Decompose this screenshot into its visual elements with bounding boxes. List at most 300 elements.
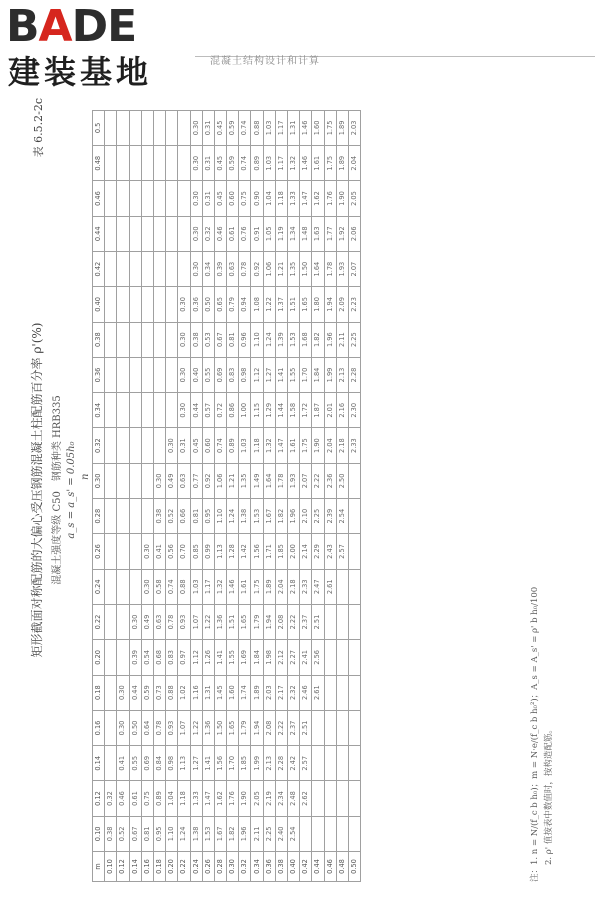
ratio-cell [141, 287, 153, 322]
logo-accent-letter: A [38, 1, 72, 52]
n-header-cell: 0.30 [93, 463, 105, 498]
ratio-cell: 0.61 [227, 216, 239, 251]
ratio-cell: 1.22 [263, 287, 275, 322]
ratio-cell [348, 463, 360, 498]
ratio-cell [105, 393, 117, 428]
table-header-row [93, 110, 105, 881]
ratio-cell: 0.56 [166, 534, 178, 569]
ratio-cell [153, 428, 165, 463]
ratio-cell: 2.36 [324, 463, 336, 498]
ratio-cell: 0.88 [166, 675, 178, 710]
ratio-cell: 0.36 [190, 287, 202, 322]
ratio-cell: 0.49 [141, 604, 153, 639]
ratio-cell: 2.23 [348, 287, 360, 322]
ratio-cell [129, 463, 141, 498]
ratio-cell: 1.61 [239, 569, 251, 604]
ratio-cell: 1.55 [227, 640, 239, 675]
ratio-cell: 0.59 [227, 146, 239, 181]
ratio-cell: 2.13 [263, 746, 275, 781]
ratio-cell [348, 569, 360, 604]
ratio-cell [105, 675, 117, 710]
ratio-cell: 0.66 [178, 499, 190, 534]
ratio-cell: 0.38 [190, 322, 202, 357]
ratio-cell: 0.38 [105, 816, 117, 851]
ratio-cell: 0.75 [141, 781, 153, 816]
ratio-cell [166, 216, 178, 251]
m-row-header: 0.26 [202, 852, 214, 882]
ratio-cell: 1.13 [214, 534, 226, 569]
ratio-cell: 0.46 [214, 216, 226, 251]
ratio-cell: 0.30 [190, 216, 202, 251]
ratio-cell: 0.30 [141, 569, 153, 604]
ratio-cell [105, 710, 117, 745]
ratio-cell: 1.29 [263, 393, 275, 428]
ratio-cell: 1.79 [251, 604, 263, 639]
ratio-cell: 0.76 [239, 216, 251, 251]
ratio-cell: 0.85 [190, 534, 202, 569]
ratio-cell: 1.47 [202, 781, 214, 816]
ratio-cell: 1.45 [214, 675, 226, 710]
ratio-cell: 0.49 [166, 463, 178, 498]
ratio-cell [300, 816, 312, 851]
ratio-cell: 0.74 [166, 569, 178, 604]
ratio-cell [312, 816, 324, 851]
ratio-cell: 1.99 [324, 357, 336, 392]
ratio-cell: 0.50 [129, 710, 141, 745]
ratio-cell [129, 428, 141, 463]
n-header-cell: 0.28 [93, 499, 105, 534]
ratio-cell: 1.75 [300, 428, 312, 463]
ratio-cell [117, 322, 129, 357]
ratio-cell: 1.85 [275, 534, 287, 569]
ratio-cell: 1.51 [288, 287, 300, 322]
ratio-cell [117, 251, 129, 286]
ratio-cell: 2.30 [348, 393, 360, 428]
ratio-cell [117, 357, 129, 392]
ratio-cell: 1.42 [239, 534, 251, 569]
ratio-cell: 1.85 [239, 746, 251, 781]
ratio-cell: 2.51 [300, 710, 312, 745]
ratio-cell: 2.37 [300, 604, 312, 639]
ratio-cell: 1.75 [324, 110, 336, 145]
ratio-cell: 0.60 [202, 428, 214, 463]
ratio-cell: 2.57 [336, 534, 348, 569]
ratio-cell: 2.22 [312, 463, 324, 498]
ratio-cell: 0.73 [153, 675, 165, 710]
ratio-cell: 1.98 [263, 640, 275, 675]
n-header-cell: 0.48 [93, 146, 105, 181]
ratio-cell [153, 357, 165, 392]
ratio-cell: 2.14 [300, 534, 312, 569]
ratio-cell: 0.69 [214, 357, 226, 392]
ratio-cell: 0.92 [251, 251, 263, 286]
ratio-cell [336, 746, 348, 781]
ratio-cell: 1.10 [214, 499, 226, 534]
ratio-cell [117, 534, 129, 569]
ratio-cell: 2.08 [275, 604, 287, 639]
ratio-cell: 2.19 [263, 781, 275, 816]
ratio-cell: 0.89 [251, 146, 263, 181]
ratio-cell: 0.77 [190, 463, 202, 498]
ratio-cell [105, 110, 117, 145]
ratio-cell: 1.07 [190, 604, 202, 639]
ratio-cell: 1.72 [300, 393, 312, 428]
m-row-header: 0.10 [105, 852, 117, 882]
ratio-cell: 2.00 [288, 534, 300, 569]
ratio-cell: 2.28 [348, 357, 360, 392]
ratio-cell: 1.75 [251, 569, 263, 604]
table-row [239, 110, 251, 881]
ratio-cell: 1.18 [251, 428, 263, 463]
ratio-cell: 2.62 [300, 781, 312, 816]
ratio-cell [117, 463, 129, 498]
ratio-cell: 1.17 [275, 110, 287, 145]
ratio-cell: 0.74 [214, 428, 226, 463]
ratio-cell [324, 746, 336, 781]
ratio-cell: 1.65 [227, 710, 239, 745]
ratio-cell [336, 710, 348, 745]
ratio-cell: 2.22 [275, 710, 287, 745]
ratio-cell: 1.87 [312, 393, 324, 428]
ratio-cell: 1.22 [202, 604, 214, 639]
ratio-cell [129, 534, 141, 569]
ratio-cell: 2.06 [348, 216, 360, 251]
ratio-cell [117, 287, 129, 322]
ratio-cell: 1.41 [275, 357, 287, 392]
ratio-cell: 1.75 [324, 146, 336, 181]
ratio-cell: 0.30 [190, 110, 202, 145]
ratio-cell: 0.52 [166, 499, 178, 534]
ratio-cell [336, 604, 348, 639]
ratio-cell [105, 534, 117, 569]
ratio-cell: 0.30 [166, 428, 178, 463]
note-line: 注：1. n = N/(f_c b h₀)；m = N·e/(f_c b h₀²)；A_s = A_s' = ρ' b h₀/100 [530, 586, 540, 882]
ratio-cell [117, 499, 129, 534]
ratio-cell [178, 110, 190, 145]
ratio-cell [105, 216, 117, 251]
ratio-cell: 1.61 [288, 428, 300, 463]
ratio-cell: 0.39 [214, 251, 226, 286]
table-row [117, 110, 129, 881]
ratio-cell: 1.62 [312, 181, 324, 216]
ratio-cell [129, 322, 141, 357]
ratio-cell [117, 604, 129, 639]
ratio-cell: 0.89 [227, 428, 239, 463]
ratio-cell: 0.40 [190, 357, 202, 392]
ratio-cell: 2.39 [324, 499, 336, 534]
ratio-cell: 0.93 [166, 710, 178, 745]
ratio-cell: 2.25 [312, 499, 324, 534]
ratio-cell [178, 216, 190, 251]
ratio-cell: 1.12 [251, 357, 263, 392]
ratio-cell: 1.96 [239, 816, 251, 851]
ratio-cell: 1.34 [288, 216, 300, 251]
n-header-cell: 0.10 [93, 816, 105, 851]
ratio-cell: 0.55 [129, 746, 141, 781]
ratio-cell [166, 251, 178, 286]
logo-cjk-wordmark: 建装基地 [8, 53, 153, 91]
ratio-cell: 1.32 [263, 428, 275, 463]
ratio-cell: 0.81 [141, 816, 153, 851]
ratio-cell [178, 146, 190, 181]
ratio-cell [324, 675, 336, 710]
ratio-cell: 1.92 [336, 216, 348, 251]
ratio-cell: 0.88 [178, 569, 190, 604]
table-row [336, 110, 348, 881]
ratio-cell [178, 181, 190, 216]
ratio-cell: 1.78 [275, 463, 287, 498]
m-row-header: 0.40 [288, 852, 300, 882]
ratio-cell: 2.47 [312, 569, 324, 604]
ratio-cell: 1.32 [214, 569, 226, 604]
ratio-cell: 0.64 [141, 710, 153, 745]
rotated-table-page [20, 90, 580, 890]
table-row [190, 110, 202, 881]
ratio-cell: 0.68 [153, 640, 165, 675]
table-row [141, 110, 153, 881]
ratio-cell: 0.39 [129, 640, 141, 675]
ratio-cell: 1.51 [227, 604, 239, 639]
n-header-cell: 0.40 [93, 287, 105, 322]
ratio-cell: 2.11 [336, 322, 348, 357]
running-header: 混凝土结构设计和计算 [210, 56, 320, 67]
ratio-cell [141, 463, 153, 498]
ratio-cell [153, 181, 165, 216]
ratio-cell: 1.67 [263, 499, 275, 534]
ratio-cell: 0.89 [153, 781, 165, 816]
ratio-cell [105, 181, 117, 216]
ratio-cell [336, 781, 348, 816]
ratio-cell [141, 216, 153, 251]
cover-ratio-line: a_s = a_s' = 0.05h₀ [66, 441, 77, 539]
ratio-cell [105, 287, 117, 322]
ratio-cell: 1.28 [227, 534, 239, 569]
ratio-cell: 0.97 [178, 640, 190, 675]
ratio-cell: 0.90 [251, 181, 263, 216]
ratio-cell: 1.94 [263, 604, 275, 639]
ratio-cell: 1.03 [190, 569, 202, 604]
ratio-cell: 1.31 [202, 675, 214, 710]
ratio-cell: 2.07 [348, 251, 360, 286]
ratio-cell [312, 746, 324, 781]
ratio-cell: 2.11 [251, 816, 263, 851]
ratio-cell: 0.30 [129, 604, 141, 639]
n-header-cell: 0.12 [93, 781, 105, 816]
ratio-cell [105, 463, 117, 498]
ratio-cell: 1.03 [263, 146, 275, 181]
ratio-cell [117, 428, 129, 463]
ratio-cell: 1.79 [239, 710, 251, 745]
ratio-cell: 1.26 [202, 640, 214, 675]
table-number: 表 6.5.2-2c [32, 98, 45, 158]
ratio-cell [129, 357, 141, 392]
ratio-cell [153, 146, 165, 181]
ratio-cell: 0.75 [239, 181, 251, 216]
table-row [202, 110, 214, 881]
ratio-cell: 1.64 [312, 251, 324, 286]
m-row-header: 0.28 [214, 852, 226, 882]
ratio-cell [117, 216, 129, 251]
ratio-cell: 1.84 [251, 640, 263, 675]
ratio-cell [129, 110, 141, 145]
ratio-cell [141, 393, 153, 428]
ratio-cell: 1.33 [190, 781, 202, 816]
ratio-cell [105, 146, 117, 181]
m-row-header: 0.42 [300, 852, 312, 882]
ratio-cell: 1.33 [288, 181, 300, 216]
ratio-cell [348, 604, 360, 639]
ratio-cell [105, 569, 117, 604]
ratio-cell [312, 781, 324, 816]
ratio-cell: 1.80 [312, 287, 324, 322]
m-row-header: 0.50 [348, 852, 360, 882]
ratio-cell: 2.61 [312, 675, 324, 710]
ratio-cell: 0.31 [178, 428, 190, 463]
ratio-cell: 1.36 [214, 604, 226, 639]
ratio-cell: 1.53 [288, 322, 300, 357]
ratio-cell: 0.32 [105, 781, 117, 816]
ratio-cell: 1.50 [214, 710, 226, 745]
n-header-cell: 0.22 [93, 604, 105, 639]
ratio-cell: 1.46 [227, 569, 239, 604]
table-row [324, 110, 336, 881]
ratio-cell: 1.05 [263, 216, 275, 251]
ratio-cell: 2.03 [348, 110, 360, 145]
ratio-cell: 2.10 [300, 499, 312, 534]
ratio-cell [348, 781, 360, 816]
ratio-cell [348, 816, 360, 851]
ratio-cell: 0.45 [214, 181, 226, 216]
ratio-cell: 0.50 [202, 287, 214, 322]
reinforcement-ratio-table [92, 110, 361, 882]
ratio-cell: 1.94 [251, 710, 263, 745]
ratio-cell: 0.96 [239, 322, 251, 357]
ratio-cell [348, 640, 360, 675]
ratio-cell: 0.94 [239, 287, 251, 322]
ratio-cell [336, 640, 348, 675]
n-header-cell: 0.42 [93, 251, 105, 286]
ratio-cell: 1.65 [239, 604, 251, 639]
table-row [178, 110, 190, 881]
table-row [288, 110, 300, 881]
ratio-cell: 0.30 [190, 251, 202, 286]
ratio-cell [117, 146, 129, 181]
ratio-cell: 1.49 [251, 463, 263, 498]
ratio-cell: 1.93 [336, 251, 348, 286]
ratio-cell: 1.77 [324, 216, 336, 251]
ratio-cell: 1.46 [300, 110, 312, 145]
ratio-cell: 2.04 [275, 569, 287, 604]
ratio-cell: 1.08 [251, 287, 263, 322]
ratio-cell: 1.44 [275, 393, 287, 428]
ratio-cell: 0.88 [251, 110, 263, 145]
ratio-cell: 1.96 [324, 322, 336, 357]
ratio-cell: 1.62 [214, 781, 226, 816]
ratio-cell [129, 146, 141, 181]
ratio-cell: 2.41 [300, 640, 312, 675]
ratio-cell [117, 393, 129, 428]
ratio-cell [129, 569, 141, 604]
ratio-cell [153, 110, 165, 145]
table-row [275, 110, 287, 881]
ratio-cell: 2.13 [336, 357, 348, 392]
ratio-cell: 1.60 [312, 110, 324, 145]
ratio-cell [324, 604, 336, 639]
ratio-cell [129, 393, 141, 428]
ratio-cell: 0.60 [227, 181, 239, 216]
ratio-cell: 1.35 [288, 251, 300, 286]
ratio-cell: 0.46 [117, 781, 129, 816]
ratio-cell: 0.74 [239, 146, 251, 181]
ratio-cell: 1.56 [214, 746, 226, 781]
ratio-cell [178, 251, 190, 286]
ratio-cell: 1.12 [190, 640, 202, 675]
ratio-cell: 1.71 [263, 534, 275, 569]
m-row-header: 0.32 [239, 852, 251, 882]
ratio-cell: 1.18 [178, 781, 190, 816]
ratio-cell: 0.30 [117, 675, 129, 710]
logo [6, 1, 176, 94]
ratio-cell: 2.34 [275, 781, 287, 816]
ratio-cell: 2.25 [263, 816, 275, 851]
ratio-cell: 1.41 [202, 746, 214, 781]
ratio-cell: 1.74 [239, 675, 251, 710]
ratio-cell [141, 110, 153, 145]
ratio-cell [105, 604, 117, 639]
ratio-cell: 1.03 [263, 110, 275, 145]
ratio-cell: 0.45 [214, 110, 226, 145]
ratio-cell: 0.57 [202, 393, 214, 428]
ratio-cell: 2.43 [324, 534, 336, 569]
ratio-cell: 1.90 [312, 428, 324, 463]
ratio-cell: 1.93 [288, 463, 300, 498]
ratio-cell: 1.10 [251, 322, 263, 357]
m-row-header: 0.24 [190, 852, 202, 882]
table-row [348, 110, 360, 881]
ratio-cell: 0.31 [202, 110, 214, 145]
ratio-cell: 1.38 [190, 816, 202, 851]
ratio-cell: 0.61 [129, 781, 141, 816]
m-row-header: 0.22 [178, 852, 190, 882]
n-header-cell: 0.32 [93, 428, 105, 463]
m-row-header: 0.46 [324, 852, 336, 882]
table-notes [528, 587, 556, 882]
ratio-cell: 2.28 [275, 746, 287, 781]
ratio-cell: 2.61 [324, 569, 336, 604]
ratio-cell: 1.06 [263, 251, 275, 286]
ratio-cell: 1.22 [190, 710, 202, 745]
ratio-cell: 1.21 [227, 463, 239, 498]
m-row-header: 0.34 [251, 852, 263, 882]
ratio-cell: 0.30 [153, 463, 165, 498]
n-header-cell: 0.5 [93, 110, 105, 145]
ratio-cell [105, 428, 117, 463]
ratio-cell [324, 816, 336, 851]
ratio-cell: 1.04 [166, 781, 178, 816]
ratio-cell: 2.16 [336, 393, 348, 428]
ratio-cell [166, 393, 178, 428]
ratio-cell: 1.55 [288, 357, 300, 392]
ratio-cell: 2.25 [348, 322, 360, 357]
ratio-cell: 2.29 [312, 534, 324, 569]
ratio-cell [166, 322, 178, 357]
ratio-cell: 1.90 [336, 181, 348, 216]
ratio-cell: 2.27 [288, 640, 300, 675]
ratio-cell: 1.53 [251, 499, 263, 534]
ratio-cell: 0.72 [214, 393, 226, 428]
ratio-cell: 1.21 [275, 251, 287, 286]
ratio-cell: 1.10 [166, 816, 178, 851]
